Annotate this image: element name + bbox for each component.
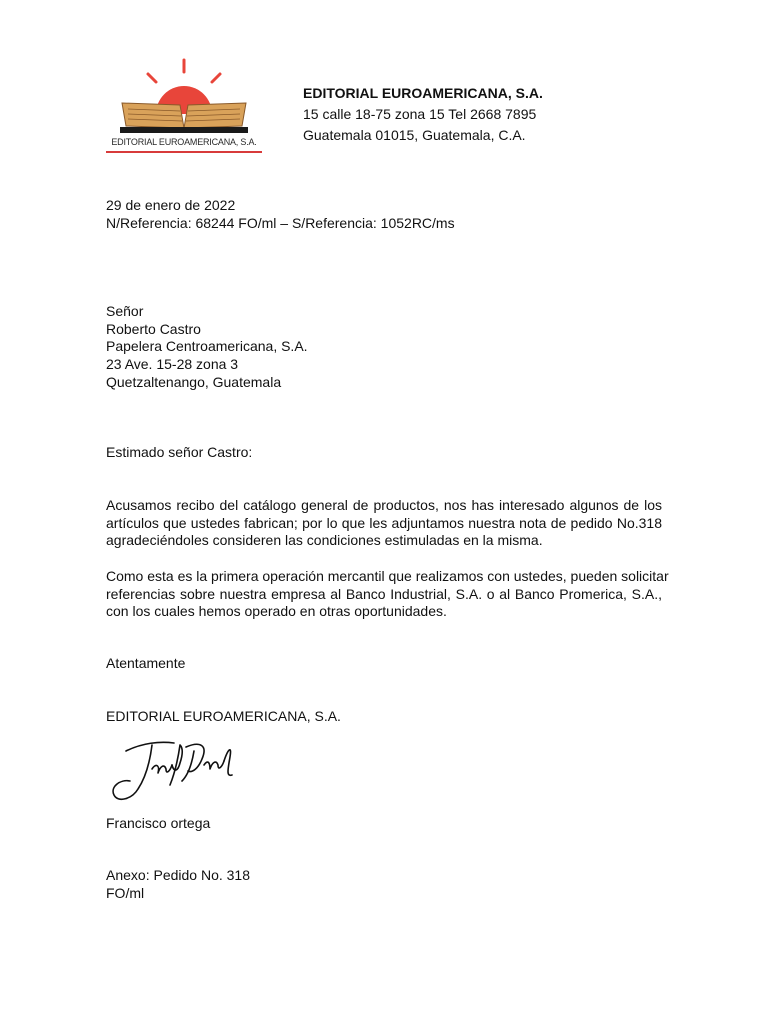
date-reference-block [106, 197, 455, 232]
company-address-line1: 15 calle 18-75 zona 15 Tel 2668 7895 [303, 106, 537, 122]
company-address-line2: Guatemala 01015, Guatemala, C.A. [303, 127, 526, 143]
logo-underline [106, 151, 262, 153]
signer-name: Francisco ortega [106, 815, 211, 831]
closing-company: EDITORIAL EUROAMERICANA, S.A. [106, 708, 341, 724]
logo-caption: EDITORIAL EUROAMERICANA, S.A. [111, 137, 257, 147]
recipient-address: 23 Ave. 15-28 zona 3 [106, 356, 239, 373]
recipient-city: Quetzaltenango, Guatemala [106, 373, 282, 390]
reference-line: N/Referencia: 68244 FO/ml – S/Referencia: 1052RC/ms [106, 214, 455, 231]
body-paragraph-1 [106, 497, 662, 550]
sun-book-logo-icon [106, 56, 262, 140]
letter-date: 29 de enero de 2022 [106, 197, 236, 213]
recipient-company: Papelera Centroamericana, S.A. [106, 338, 308, 355]
paragraph-line: Acusamos recibo del catálogo general de productos, nos has interesado algunos de los [106, 497, 662, 513]
recipient-block [106, 303, 308, 392]
paragraph-line: con los cuales hemos operado en otras oportunidades. [106, 603, 447, 620]
company-logo [106, 56, 262, 160]
handwritten-signature [108, 735, 240, 807]
valediction: Atentamente [106, 655, 186, 671]
paragraph-line: Como esta es la primera operación mercantil que realizamos con ustedes, pueden solicitar [106, 568, 669, 584]
greeting: Estimado señor Castro: [106, 444, 253, 460]
annex-line: Anexo: Pedido No. 318 [106, 867, 250, 883]
paragraph-line: agradeciéndoles consideren las condiciones estimuladas en la misma. [106, 532, 543, 549]
recipient-title: Señor [106, 303, 144, 319]
company-name: EDITORIAL EUROAMERICANA, S.A. [303, 85, 543, 101]
recipient-name: Roberto Castro [106, 320, 201, 337]
paragraph-line: artículos que ustedes fabrican; por lo que les adjuntamos nuestra nota de pedido No.318 [106, 514, 662, 531]
initials-line: FO/ml [106, 884, 145, 901]
letterhead [303, 83, 543, 146]
signature-icon [108, 735, 240, 807]
annex-block [106, 867, 250, 902]
body-paragraph-2 [106, 568, 669, 621]
paragraph-line: referencias sobre nuestra empresa al Banco Industrial, S.A. o al Banco Promerica, S.A., [106, 585, 662, 602]
